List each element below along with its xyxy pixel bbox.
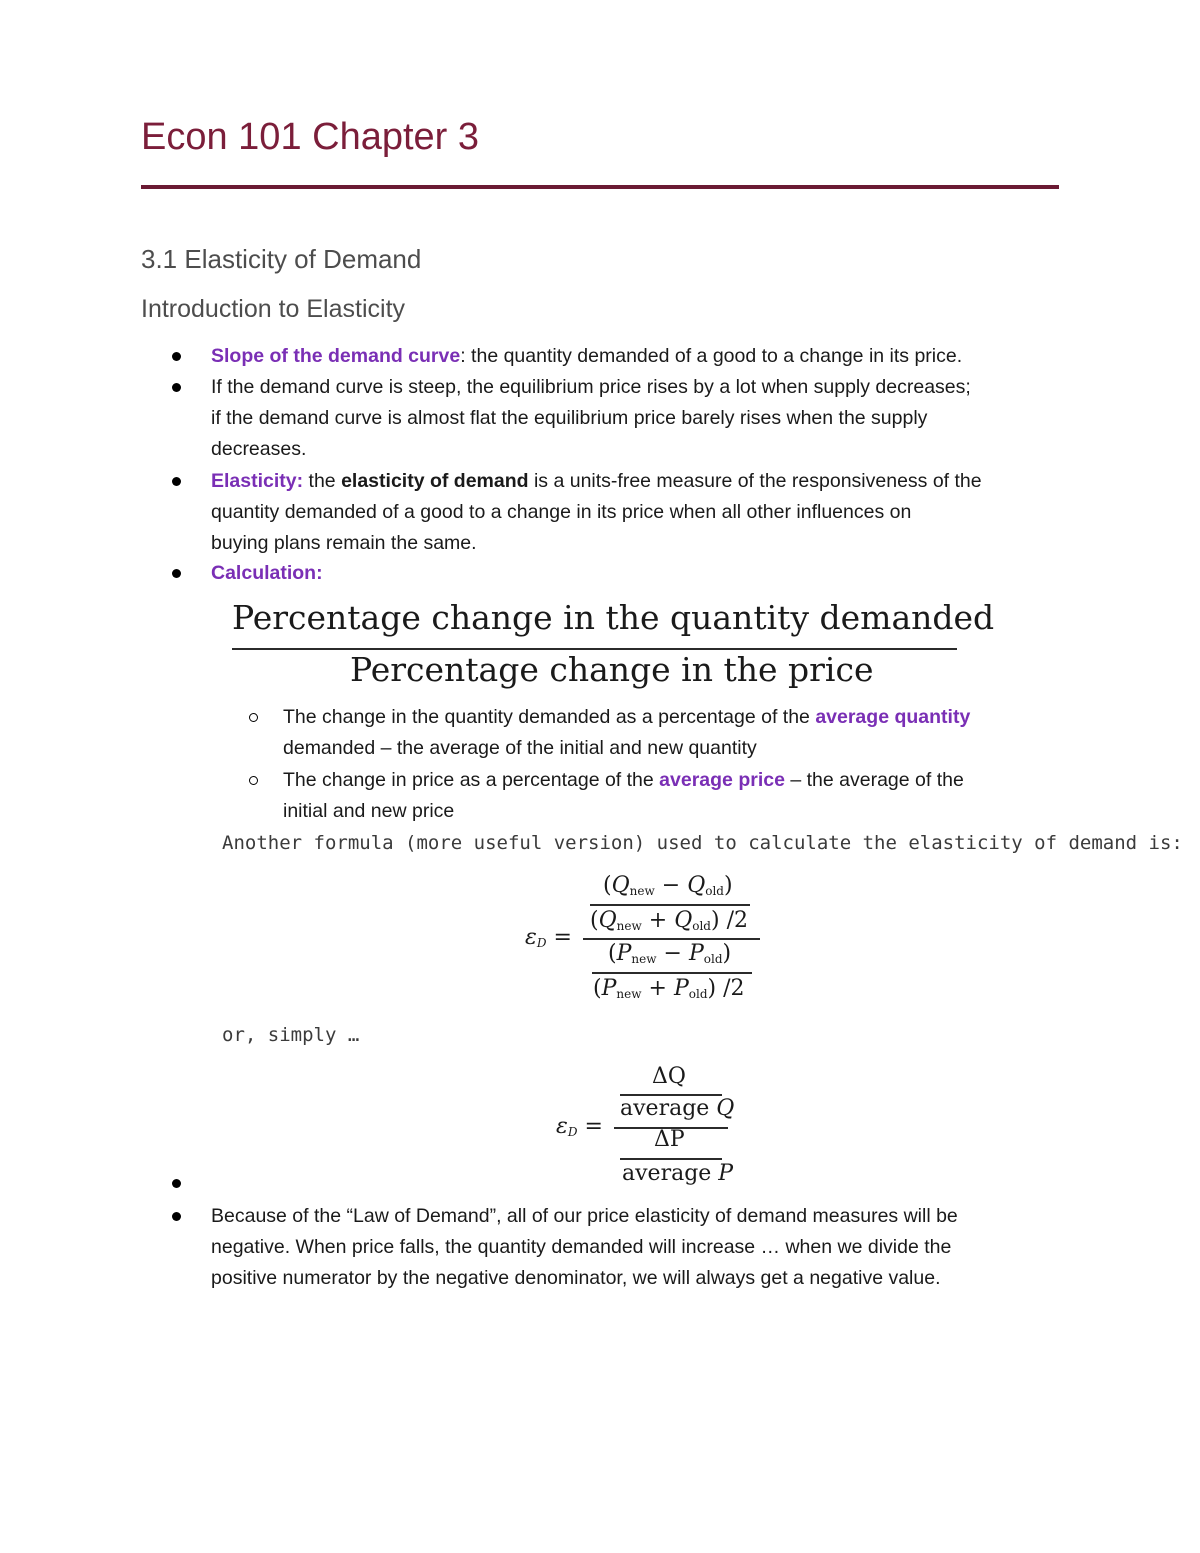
minus-sign: − (663, 941, 682, 966)
list-item (211, 372, 971, 465)
term-elasticity-of-demand: elasticity of demand (341, 470, 529, 492)
formula-q-diff (603, 873, 733, 898)
term-slope: Slope of the demand curve (211, 345, 461, 367)
q-symbol: Q (598, 908, 617, 933)
bullet-dot (172, 1179, 181, 1188)
formula-average-q (620, 1096, 734, 1121)
term-average-price: average price (659, 769, 785, 791)
old-subscript: old (705, 884, 724, 898)
paren: ( (603, 873, 612, 898)
term-elasticity: Elasticity: (211, 470, 304, 492)
bullet-dot (172, 352, 181, 361)
d-subscript: D (567, 1125, 578, 1139)
formula-delta-p (654, 1127, 685, 1152)
formula-q-sum (590, 908, 748, 933)
epsilon-symbol: ε (556, 1114, 568, 1139)
p-symbol: P (616, 941, 632, 966)
bullet-dot (172, 1212, 181, 1221)
d-subscript: D (536, 936, 547, 950)
text: The change in the quantity demanded as a percentage of the (283, 706, 816, 728)
text-line: decreases. (211, 438, 307, 460)
plus-sign: + (648, 908, 668, 933)
p-symbol: P (601, 976, 617, 1001)
text-line: negative. When price falls, the quantity demanded will increase … when we divide the (211, 1236, 952, 1258)
text-line: initial and new price (283, 800, 455, 822)
sub-list-item (283, 702, 970, 764)
p-symbol: P (673, 976, 689, 1001)
paren: ( (590, 908, 599, 933)
epsilon-d-label (556, 1114, 603, 1139)
new-subscript: new (616, 919, 642, 933)
section-heading: 3.1 Elasticity of Demand (141, 244, 422, 274)
sub-list-item (283, 765, 964, 827)
text: – the average of the (784, 769, 964, 791)
text-line: demanded – the average of the initial and new quantity (283, 737, 757, 759)
subsection-heading: Introduction to Elasticity (141, 295, 406, 323)
title-rule (141, 185, 1059, 189)
inner-fraction-bar (620, 1158, 722, 1160)
q-symbol: Q (687, 873, 706, 898)
old-subscript: old (688, 987, 708, 1001)
text: The change in price as a percentage of the (283, 769, 660, 791)
minus-sign: − (661, 873, 681, 898)
text: the (303, 470, 342, 492)
bullet-dot (172, 569, 181, 578)
inner-fraction-bar (592, 972, 752, 974)
list-item (211, 1201, 958, 1294)
old-subscript: old (692, 919, 711, 933)
formula-average-p (622, 1161, 733, 1186)
list-item (211, 558, 323, 589)
bullet-dot (172, 477, 181, 486)
sub-bullet-circle (249, 713, 258, 722)
term-average-quantity: average quantity (815, 706, 971, 728)
paren: ( (608, 941, 617, 966)
formula-numerator: Percentage change in the quantity demanded (232, 598, 995, 637)
paren: ( (593, 976, 602, 1001)
average-word: average (622, 1161, 719, 1186)
term-calculation: Calculation: (211, 562, 323, 584)
q-symbol: Q (716, 1096, 735, 1121)
p-symbol: P (718, 1161, 734, 1186)
equals-sign: = (584, 1114, 603, 1139)
epsilon-d-label (525, 925, 572, 950)
paren: ) (710, 908, 720, 933)
q-symbol: Q (674, 908, 693, 933)
old-subscript: old (703, 952, 723, 966)
main-fraction-bar (583, 938, 760, 940)
formula-p-diff (608, 941, 731, 966)
text-line: buying plans remain the same. (211, 532, 477, 554)
new-subscript: new (631, 952, 657, 966)
page-title: Econ 101 Chapter 3 (141, 116, 480, 158)
epsilon-symbol: ε (525, 925, 537, 950)
text-line: if the demand curve is almost flat the equilibrium price barely rises when the supply (211, 407, 928, 429)
text: : the quantity demanded of a good to a change in its price. (460, 345, 963, 367)
formula-denominator: Percentage change in the price (350, 650, 874, 689)
paren: ) (723, 873, 733, 898)
new-subscript: new (629, 884, 655, 898)
inner-fraction-bar (590, 904, 750, 906)
text: is a units-free measure of the responsiveness of the (528, 470, 982, 492)
new-subscript: new (616, 987, 642, 1001)
paren: ) (722, 941, 732, 966)
text-line: quantity demanded of a good to a change in its price when all other influences on (211, 501, 912, 523)
delta-q: ΔQ (652, 1064, 686, 1089)
formula-p-sum (593, 976, 745, 1001)
divide-two: /2 (726, 908, 748, 933)
bullet-dot (172, 383, 181, 392)
formula-delta-q (652, 1064, 686, 1089)
p-symbol: P (688, 941, 704, 966)
average-word: average (620, 1096, 717, 1121)
q-symbol: Q (611, 873, 630, 898)
delta-p: ΔP (654, 1127, 685, 1152)
list-item (211, 466, 982, 559)
note-or-simply: or, simply … (222, 1024, 360, 1046)
note-another-formula: Another formula (more useful version) used to calculate the elasticity of demand is: (222, 832, 1183, 854)
text-line: If the demand curve is steep, the equilibrium price rises by a lot when supply decreases; (211, 376, 971, 398)
list-item (211, 341, 962, 372)
sub-bullet-circle (249, 776, 258, 785)
divide-two: /2 (723, 976, 745, 1001)
text-line (283, 765, 964, 796)
text-line (283, 702, 970, 733)
text-line: positive numerator by the negative denominator, we will always get a negative value. (211, 1267, 941, 1289)
plus-sign: + (648, 976, 667, 1001)
paren: ) (707, 976, 717, 1001)
text-line (211, 466, 982, 497)
equals-sign: = (553, 925, 572, 950)
text-line: Because of the “Law of Demand”, all of our price elasticity of demand measures will be (211, 1205, 958, 1227)
